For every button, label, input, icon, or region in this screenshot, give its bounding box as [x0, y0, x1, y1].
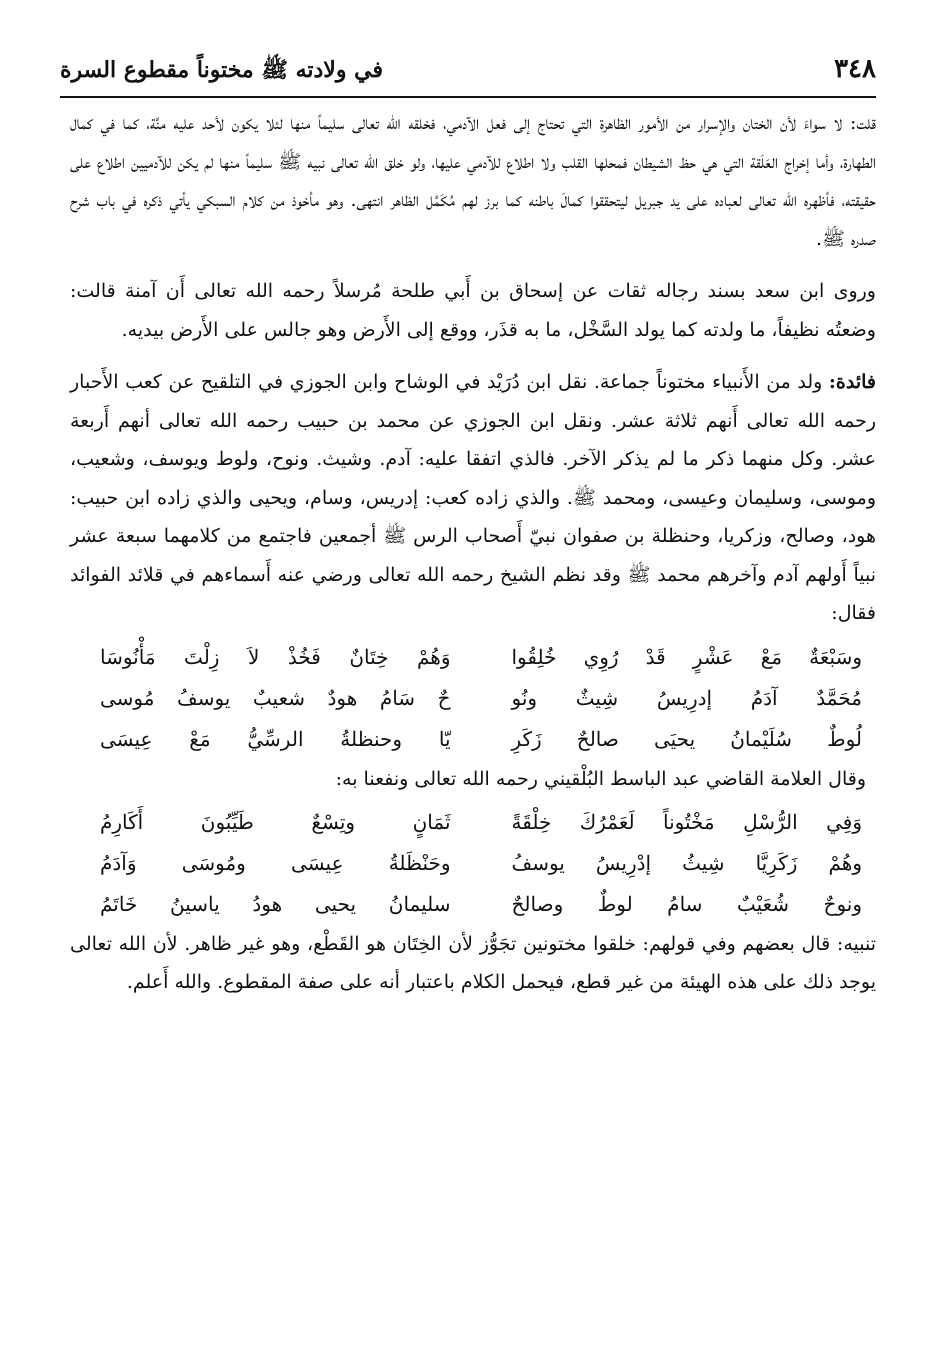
verse-second-half: ثَمَانٍ وتِسْعٌ طَيِّبُونَ أَكَارِمُ: [100, 809, 451, 834]
verse-first-half: لُوطٌ سُلَيْمانُ يحيَى صالحٌ زَكَرِ: [511, 726, 862, 751]
faida-text: ولد من الأَنبياء مختوناً جماعة. نقل ابن دُرَيْد في الوشاح وابن الجوزي في التلقيح عن كعب الأَحبار رحمه الله تعالى أَنهم ثلاثة عشر. ونقل ابن الجوزي عن محمد بن حبيب رحمه الله تعالى أنهم أَربعة عشر. وكل منهما ذكر ما لم يذكر الآخر. فالذي اتفقا عليه: آدم. وشيث. ونوح، ولوط ويوسف، وشعيب، وموسى، وسليمان وعيسى، ومحمد ﷺ. والذي زاده كعب: إدريس، وسام، ويحيى والذي زاده ابن حبيب: هود، وصالح، وزكريا، وحنظلة بن صفوان نبيّ أَصحاب الرس ﷺ أجمعين فاجتمع من كلامهما سبعة عشر نبياً أَولهم آدم وآخرهم محمد ﷺ وقد نظم الشيخ رحمه الله تعالى ورضي عنه أَسماءهم في قلائد الفوائد فقال:: [70, 371, 876, 624]
page-header: [60, 50, 876, 90]
verse-second-half: وَهُمْ خِتَانٌ فَخُذْ لاَ زِلْتَ مَأْنُوسَا: [100, 644, 451, 669]
verse-second-half: يّا وحنظلةُ الرسِّيُّ مَعْ عِيسَى: [100, 726, 451, 751]
verse-second-half: سليمانُ يحيى هودُ ياسينُ خَاتَمُ: [100, 891, 451, 916]
paragraph-tanbih: تنبيه: قال بعضهم وفي قولهم: خلقوا مختونين تجَوُّز لأن الخِتَان هو القَطْع، وهو غير ظاهر. لأن الله تعالى يوجد ذلك على هذه الهيئة من غير قطع، فيحمل الكلام باعتبار أنه على صفة المقطوع. والله أَعلم.: [70, 932, 876, 993]
verse-second-half: حٌ سَامُ هودٌ شعيبٌ يوسفُ مُوسى: [100, 685, 451, 710]
verse-row: [100, 843, 862, 884]
page-number: ٣٤٨: [834, 54, 876, 84]
verse-first-half: وَفِي الرُّسْلِ مَخْتُوناً لَعَمْرُكَ خِلْقَةً: [511, 809, 862, 834]
faida-label: فائدة:: [828, 371, 876, 393]
verse-row: [100, 719, 862, 760]
page-body: [70, 104, 876, 1002]
paragraph-qultu: قلت: لا سواءَ لأن الختان والإسرار من الأمور الظاهرة التي تحتاج إلى فعل الآدمي، فخلقه الله تعالى سليماً منها لئلا يكون لأحد عليه منَّة، كما في كمال الطهارة، وأما إخراج العَلَقة التي هي حظ الشيطان فمحلها القلب ولا اطلاع للآدمي عليها، ولو خلق الله تعالى نبيه ﷺ سليماً منها لم يكن للآدميين اطلاع على حقيقته، فأظهره الله تعالى لعباده على يد جبريل ليتحققوا كمالَ باطنه كما برز لهم مُكَمَّل الظاهر انتهى. وهو مأخوذ من كلام السبكي يأتي ذكره في باب شرح صدره ﷺ.: [70, 112, 876, 250]
verse-row: [100, 884, 862, 925]
verse-first-half: مُحَمَّدٌ آدَمُ إدرِيسُ شِيثٌ ونُو: [511, 685, 862, 710]
verse-first-half: وسَبْعَةٌ مَعْ عَشْرٍ قَدْ رُوِي خُلِقُوا: [511, 644, 862, 669]
verse-row: [100, 802, 862, 843]
poem-bulqini: [100, 802, 862, 925]
poem-suyuti: [100, 637, 862, 760]
verse-row: [100, 637, 862, 678]
header-divider: [60, 96, 876, 98]
verse-first-half: وهُمْ زَكَرِيَّا شِيثُ إدْرِيسُ يوسفُ: [511, 850, 862, 875]
running-title: في ولادته ﷺ مختوناً مقطوع السرة: [60, 57, 383, 83]
verse-first-half: ونوحٌ شُعَيْبٌ سامُ لوطٌ وصالحٌ: [511, 891, 862, 916]
paragraph-ibn-saad: وروى ابن سعد بسند رجاله ثقات عن إسحاق بن أَبي طلحة مُرسلاً رحمه الله تعالى أَن آمنة قالت: وضعتُه نظيفاً، ما ولدته كما يولد السَّخْل، ما به قذَر، ووقع إلى الأَرض وهو جالس على الأَرض بيديه.: [70, 280, 876, 341]
verse-second-half: وحَنْظَلةُ عِيسَى ومُوسَى وَآدَمُ: [100, 850, 451, 875]
paragraph-faida: [70, 363, 876, 633]
verse-row: [100, 678, 862, 719]
bulqini-intro: وقال العلامة القاضي عبد الباسط البُلْقيني رحمه الله تعالى ونفعنا به:: [335, 767, 866, 790]
